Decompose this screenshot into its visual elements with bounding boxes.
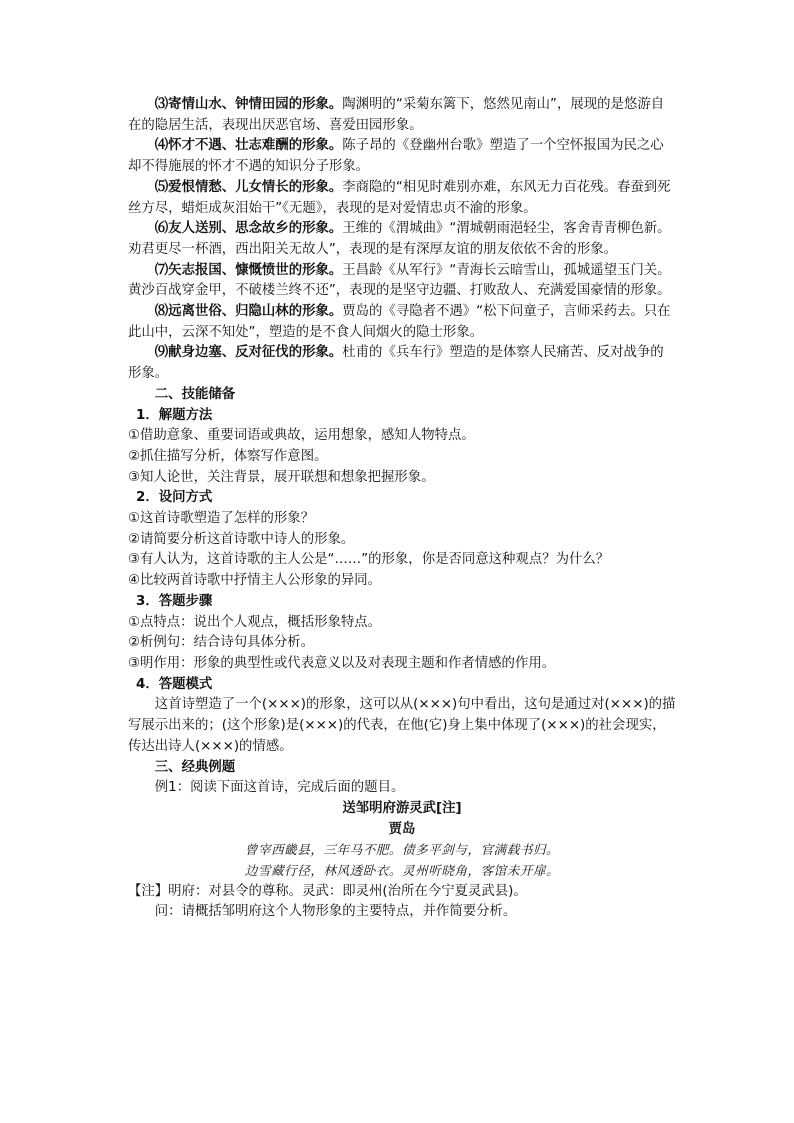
answer-step-item: ③明作用：形象的典型性或代表意义以及对表现主题和作者情感的作用。 [128, 655, 556, 671]
paragraph-item-5 [128, 178, 676, 219]
subheading-methods: 1．解题方法 [136, 407, 213, 423]
item-text: 李商隐的“相见时难别亦难，东风无力百花残。春蚕到死丝方尽，蜡炬成灰泪始干”《无题》，表现的是对爱情忠贞不渝的形象。 [128, 179, 671, 216]
answer-pattern-text: 这首诗塑造了一个(×××)的形象，这可以从(×××)句中看出，这句是通过对(×××)的描写展示出来的；(这个形象)是(×××)的代表，在他(它)身上集中体现了(×××)的社会现实，传达出诗人(×××)的情感。 [128, 697, 676, 754]
item-heading: ⑶寄情山水、钟情田园的形象。 [154, 97, 343, 112]
item-text: 陶渊明的“采菊东篱下，悠然见南山”，展现的是悠游自在的隐居生活，表现出厌恶官场、喜爱田园形象。 [128, 97, 665, 133]
example-intro: 例1：阅读下面这首诗，完成后面的题目。 [154, 780, 405, 796]
paragraph-item-7 [128, 261, 676, 302]
item-text: 王昌龄《从军行》“青海长云暗雪山，孤城遥望玉门关。黄沙百战穿金甲，不破楼兰终不还”，表现的是坚守边疆、打败敌人、充满爱国豪情的形象。 [128, 262, 671, 299]
item-text: 贾岛的《寻隐者不遇》“松下问童子，言师采药去。只在此山中，云深不知处”，塑造的是不食人间烟火的隐士形象。 [128, 304, 671, 340]
subheading-answer-steps: 3．答题步骤 [136, 593, 213, 609]
item-heading: ⑺矢志报国、慷慨愤世的形象。 [154, 262, 343, 278]
section-heading-skills: 二、技能储备 [154, 386, 236, 402]
question-text: 问：请概括邹明府这个人物形象的主要特点，并作简要分析。 [154, 904, 517, 920]
subheading-question-forms: 2．设问方式 [136, 490, 213, 506]
item-heading: ⑸爱恨情愁、儿女情长的形象。 [154, 179, 343, 195]
item-text: 杜甫的《兵车行》塑造的是体察人民痛苦、反对战争的形象。 [128, 345, 664, 382]
paragraph-item-8 [128, 302, 676, 343]
paragraph-item-9 [128, 343, 676, 384]
method-item: ③知人论世，关注背景，展开联想和想象把握形象。 [128, 469, 435, 485]
section-heading-examples: 三、经典例题 [154, 759, 236, 775]
item-heading: ⑼献身边塞、反对征伐的形象。 [154, 345, 343, 361]
answer-step-item: ①点特点：说出个人观点，概括形象特点。 [128, 614, 382, 630]
item-text: 陈子昂的《登幽州台歌》塑造了一个空怀报国为民之心却不得施展的怀才不遇的知识分子形象。 [128, 138, 664, 175]
poem-line: 边雪藏行径，林风透卧衣。灵州听晓角，客馆未开扉。 [244, 863, 560, 879]
question-form-item: ②请简要分析这首诗歌中诗人的形象。 [128, 531, 355, 547]
item-text: 王维的《渭城曲》“渭城朝雨浥轻尘，客舍青青柳色新。劝君更尽一杯酒，西出阳关无故人”，表现的是有深厚友谊的朋友依依不舍的形象。 [128, 221, 671, 257]
item-heading: ⑹友人送别、思念故乡的形象。 [154, 221, 343, 237]
item-heading: ⑷怀才不遇、壮志难酬的形象。 [154, 138, 343, 154]
question-form-item: ③有人认为，这首诗歌的主人公是“……”的形象，你是否同意这种观点？为什么？ [128, 552, 610, 568]
subheading-answer-pattern: 4．答题模式 [136, 676, 213, 692]
paragraph-item-6 [128, 219, 676, 260]
question-form-item: ①这首诗歌塑造了怎样的形象？ [128, 511, 315, 527]
poem-line: 曾宰西畿县，三年马不肥。债多平剑与，官满载书归。 [244, 842, 560, 858]
document-page [128, 95, 676, 923]
poem-note: 【注】明府：对县令的尊称。灵武：即灵州(治所在今宁夏灵武县)。 [128, 883, 527, 899]
paragraph-item-4 [128, 136, 676, 177]
method-item: ②抓住描写分析，体察写作意图。 [128, 448, 328, 464]
paragraph-item-3 [128, 95, 676, 136]
poem-title: 送邹明府游灵武[注] [342, 800, 462, 816]
question-form-item: ④比较两首诗歌中抒情主人公形象的异同。 [128, 573, 382, 589]
item-heading: ⑻远离世俗、归隐山林的形象。 [154, 304, 343, 320]
method-item: ①借助意象、重要词语或典故，运用想象，感知人物特点。 [128, 428, 475, 444]
answer-step-item: ②析例句：结合诗句具体分析。 [128, 635, 315, 651]
poem-author: 贾岛 [388, 821, 416, 837]
